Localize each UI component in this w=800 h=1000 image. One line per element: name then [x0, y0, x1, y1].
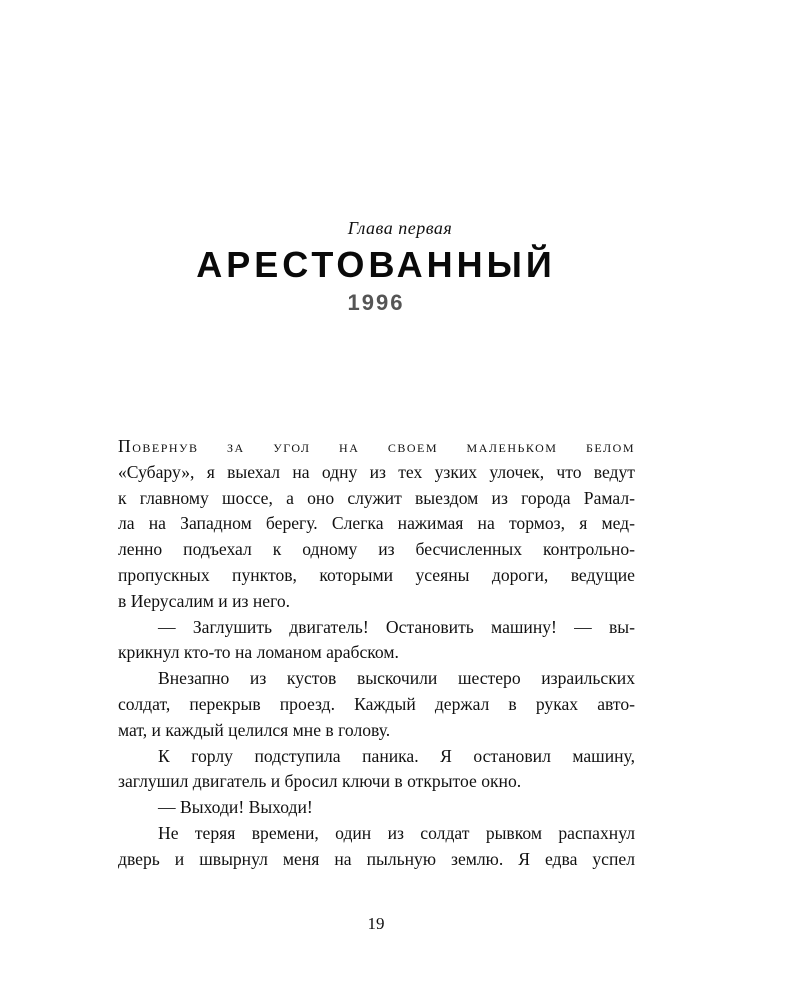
text-line: солдат, перекрыв проезд. Каждый держал в руках авто- [118, 693, 635, 714]
text-line: крикнул кто-то на ломаном арабском. [118, 642, 399, 663]
text-line: ла на Западном берегу. Слегка нажимая на тормоз, я мед- [118, 513, 635, 534]
body-text [118, 434, 635, 873]
page-number: 19 [367, 914, 385, 933]
text-line: — Выходи! Выходи! [158, 797, 313, 818]
chapter-title: АРЕСТОВАННЫЙ [196, 244, 556, 285]
text-line: Повернув за угол на своем маленьком белом [118, 436, 635, 456]
text-line: К горлу подступила паника. Я остановил машину, [158, 745, 635, 766]
text-line: «Субару», я выехал на одну из тех узких улочек, что ведут [118, 461, 635, 482]
text-line: — Заглушить двигатель! Остановить машину! — вы- [158, 616, 635, 637]
text-line: заглушил двигатель и бросил ключи в открытое окно. [118, 771, 522, 792]
text-line: мат, и каждый целился мне в голову. [118, 719, 391, 740]
text-line: пропускных пунктов, которыми усеяны дороги, ведущие [118, 564, 635, 585]
chapter-label: Глава первая [347, 218, 453, 238]
text-line: Внезапно из кустов выскочили шестеро израильских [158, 668, 635, 689]
text-line: в Иерусалим и из него. [118, 590, 291, 611]
text-line: к главному шоссе, а оно служит выездом из города Рамал- [118, 487, 635, 508]
chapter-year: 1996 [347, 290, 405, 315]
text-line: ленно подъехал к одному из бесчисленных контрольно- [118, 539, 635, 560]
text-line: дверь и швырнул меня на пыльную землю. Я едва успел [118, 848, 635, 869]
text-line: Не теряя времени, один из солдат рывком распахнул [158, 822, 635, 843]
